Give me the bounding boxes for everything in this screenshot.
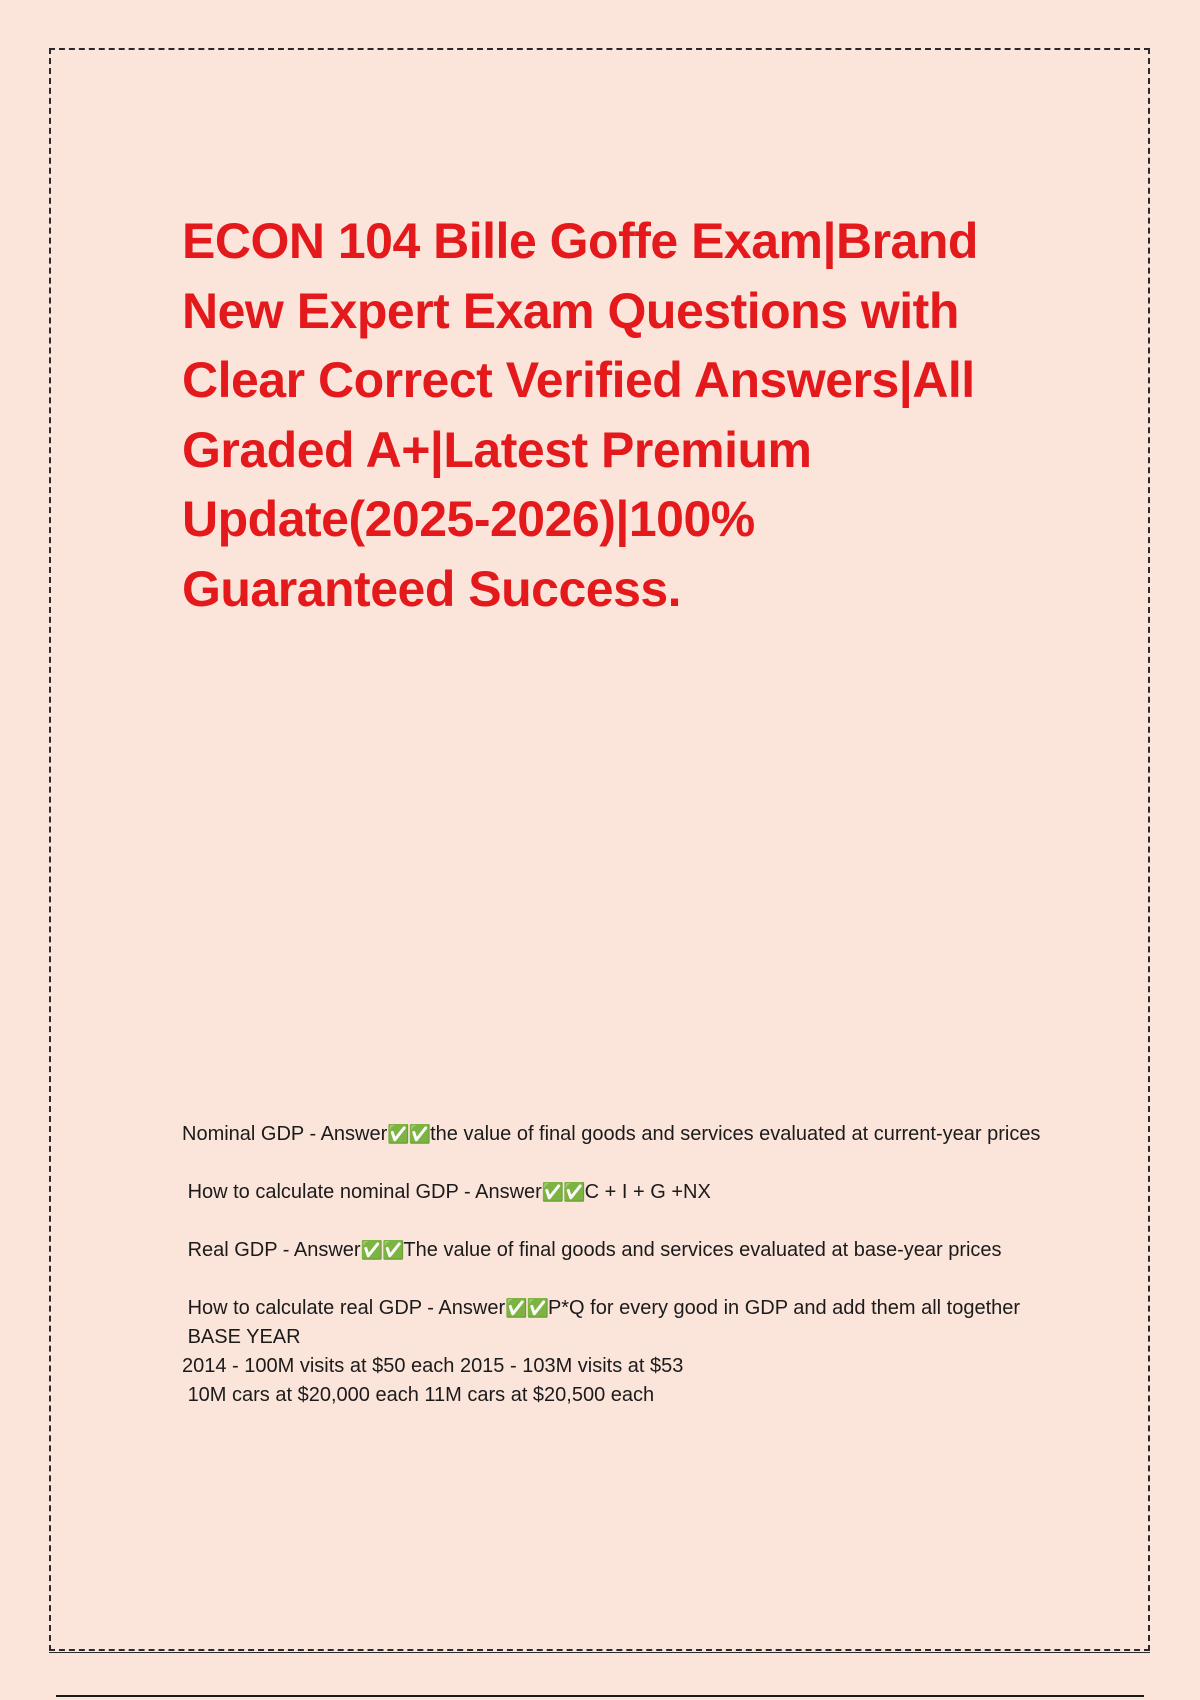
qa-content <box>182 1120 1042 1410</box>
double-check-icon: ✅✅ <box>505 1298 548 1318</box>
double-check-icon: ✅✅ <box>360 1240 404 1260</box>
qa-answer: The value of final goods and services evaluated at base-year prices <box>403 1239 1002 1261</box>
spacer <box>182 1265 1042 1294</box>
footer-divider <box>56 1695 1144 1697</box>
qa-extra-line: 2014 - 100M visits at $50 each 2015 - 103M visits at $53 <box>182 1355 684 1377</box>
qa-answer: the value of final goods and services evaluated at current-year prices <box>430 1123 1041 1145</box>
qa-answer: P*Q for every good in GDP and add them all together <box>547 1297 1021 1319</box>
qa-item-nominal-gdp <box>182 1120 1042 1149</box>
qa-item-real-gdp <box>182 1236 1042 1265</box>
document-title: ECON 104 Bille Goffe Exam|Brand New Expert Exam Questions with Clear Correct Verified Answers|All Graded A+|Latest Premium Update(2025-2026)|100% Guaranteed Success. <box>182 213 978 617</box>
double-check-icon: ✅✅ <box>541 1182 585 1202</box>
double-check-icon: ✅✅ <box>387 1124 431 1144</box>
qa-item-calc-nominal-gdp <box>182 1178 1042 1207</box>
qa-term: Nominal GDP - Answer <box>182 1123 388 1145</box>
qa-term: How to calculate nominal GDP - Answer <box>182 1181 542 1203</box>
qa-term: Real GDP - Answer <box>182 1239 361 1261</box>
qa-item-calc-real-gdp <box>182 1294 1042 1323</box>
qa-term: How to calculate real GDP - Answer <box>182 1297 506 1319</box>
qa-answer: C + I + G +NX <box>584 1181 711 1203</box>
qa-extra-line: BASE YEAR <box>182 1326 301 1348</box>
spacer <box>182 1207 1042 1236</box>
qa-extra-line: 10M cars at $20,000 each 11M cars at $20,500 each <box>182 1384 655 1406</box>
spacer <box>182 1149 1042 1178</box>
